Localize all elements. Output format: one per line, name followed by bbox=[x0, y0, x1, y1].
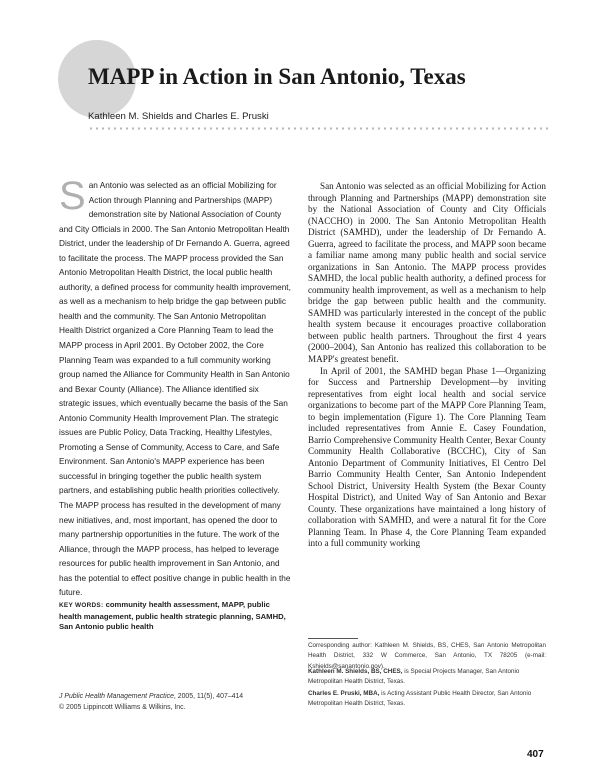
bio-text: is Acting Assistant Public Health Director, San Antonio Metropolitan Health District, Texas. bbox=[308, 690, 532, 708]
page-number: 407 bbox=[527, 749, 544, 760]
footnote-rule bbox=[308, 638, 358, 639]
journal-citation bbox=[59, 691, 291, 713]
bio-name: Charles E. Pruski, MBA, bbox=[308, 690, 380, 697]
author-bio-shields bbox=[308, 667, 546, 688]
bio-name: Kathleen M. Shields, BS, CHES, bbox=[308, 668, 403, 675]
keywords bbox=[59, 600, 291, 633]
article-title: MAPP in Action in San Antonio, Texas bbox=[88, 64, 466, 89]
body-text bbox=[308, 181, 546, 550]
bio-text: is Special Projects Manager, San Antonio Metropolitan Health District, Texas. bbox=[308, 668, 520, 686]
journal-name: J Public Health Management Practice bbox=[59, 693, 174, 700]
copyright-line: © 2005 Lippincott Williams & Wilkins, Inc. bbox=[59, 704, 186, 711]
keywords-text: community health assessment, MAPP, public health management, public health strategic planning, SAMHD, San Antonio public health bbox=[59, 600, 286, 632]
correspondence-note: Corresponding author: Kathleen M. Shields, BS, CHES, San Antonio Metropolitan Health District, 332 W Commerce, San Antonio, TX 78205 (e-mail: Kshields@sanantonio.gov). bbox=[308, 642, 546, 670]
body-paragraph: In April of 2001, the SAMHD began Phase 1—Organizing for Success and Partnership Development—by inviting representatives from eight local health and social service organizations to become part of the MAPP Core Planning Team, to begin implementation (Figure 1). The Core Planning Team included representatives from Annie E. Casey Foundation, Barrio Comprehensive Community Health Center, Bexar County Community Health Collaborative (BCCHC), City of San Antonio Department of Community Initiatives, El Centro Del Barrio Community Health Center, San Antonio Independent School District, University Health System (the Bexar County Hospital District), and United Way of San Antonio and Bexar County. These organizations have maintained a long history of collaboration with SAMHD, and were a natural fit for the Core Planning Team. In Phase 4, the Core Planning Team expanded into a full community working bbox=[308, 365, 546, 549]
abstract-text: an Antonio was selected as an official Mobilizing for Action through Planning and Partnerships (MAPP) demonstration site by National Association of County and City Officials in 2000. The San Antonio Metropolitan Health District, under the leadership of Dr Fernando A. Guerra, agreed to facilitate the process. The MAPP process provided the San Antonio Metropolitan Health District, the local public health authority, a defined process for community health improvement, as well as a mechanism to help bridge the gap between public health and the community. The San Antonio Metropolitan Health District organized a Core Planning Team to lead the MAPP process in April 2001. By October 2002, the Core Planning Team was expanded to a full community working group named the Alliance for Community Health in San Antonio and Bexar County (Alliance). The Alliance identified six strategic issues, which eventually became the basis of the San Antonio Community Health Improvement Plan. The strategic issues are Public Policy, Data Tracking, Healthy Lifestyles, Promoting a Sense of Community, Access to Care, and Safe Environment. San Antonio's MAPP experience has been successful in bringing together the public health system partners, and establishing public health priorities collectively. The MAPP process has resulted in the development of many new initiatives, and, most important, has opened the door to many partnership opportunities in the future. The work of the Alliance, through the MAPP process, has helped to leverage resources for public health improvement in San Antonio, and has the potential to effect positive change in public health in the future. bbox=[59, 181, 291, 598]
dotted-divider bbox=[88, 126, 550, 131]
abstract bbox=[59, 174, 291, 601]
author-bio-pruski bbox=[308, 689, 546, 710]
keywords-label: KEY WORDS: bbox=[59, 602, 104, 609]
journal-details: , 2005, 11(5), 407–414 bbox=[173, 693, 244, 700]
article-authors: Kathleen M. Shields and Charles E. Pruski bbox=[88, 111, 269, 122]
body-paragraph: San Antonio was selected as an official Mobilizing for Action through Planning and Partnerships (MAPP) demonstration site by the National Association of County and City Officials (NACCHO) in 2000. The San Antonio Metropolitan Health District (SAMHD), under the leadership of Dr Fernando A. Guerra, agreed to facilitate the process, and MAPP soon became a familiar name among many public health and social service organizations in San Antonio. The MAPP process provides SAMHD, the local public health authority, a defined process for community health improvement, as well as a mechanism to help bridge the gap between public health and the community. SAMHD was particularly interested in the concept of the public health system because it encourages proactive collaboration between public health partners. Throughout the first 4 years (2000–2004), San Antonio has realized this collaboration to be MAPP's greatest benefit. bbox=[308, 181, 546, 364]
drop-cap: S bbox=[59, 174, 86, 218]
